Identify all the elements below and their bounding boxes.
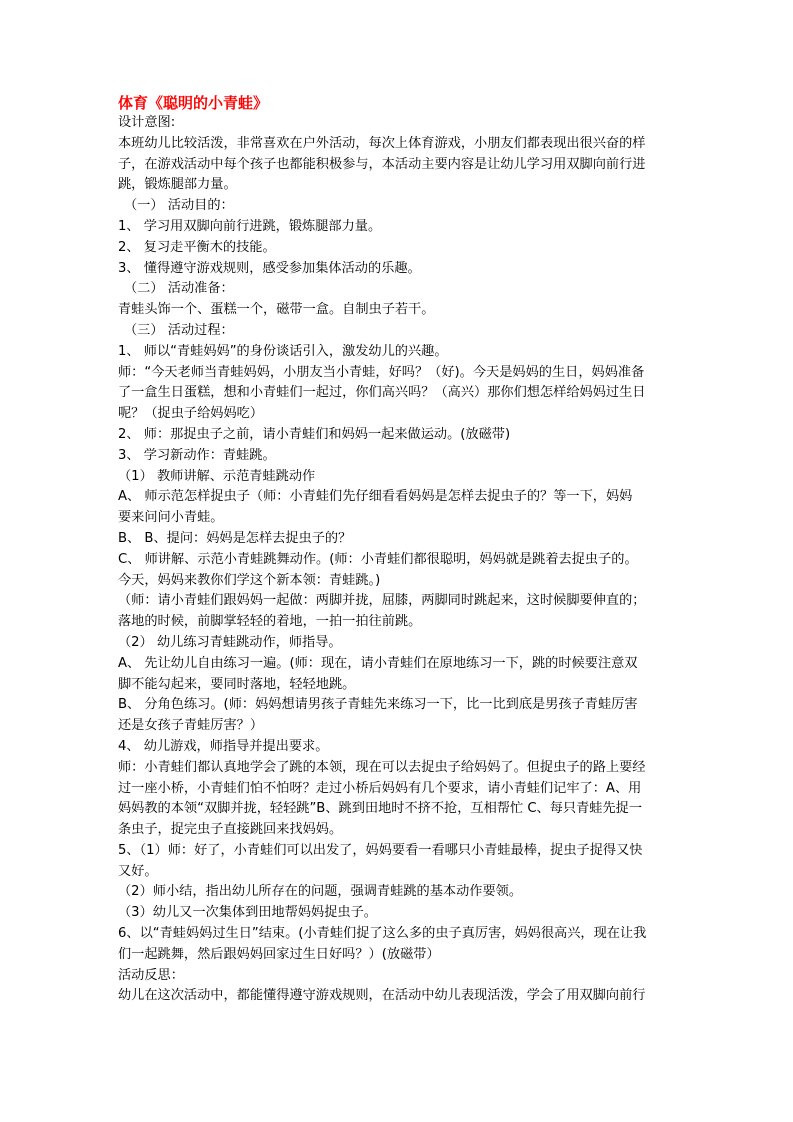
body-line: 妈妈教的本领“双脚并拢，轻轻跳”B、跳到田地时不挤不抢，互相帮忙 C、每只青蛙先捉一 bbox=[118, 801, 643, 817]
section-heading: （二） 活动准备： bbox=[124, 281, 234, 297]
body-line: C、 师讲解、示范小青蛙跳舞动作。(师：小青蛙们都很聪明，妈妈就是跳着去捉虫子的。 bbox=[118, 551, 638, 567]
section-heading: （三） 活动过程： bbox=[124, 322, 234, 338]
body-line: 呢？（捉虫子给妈妈吃） bbox=[118, 406, 264, 422]
body-line: 要来问问小青蛙。 bbox=[118, 510, 224, 526]
body-line: B、 B、提问：妈妈是怎样去捉虫子的？ bbox=[118, 530, 352, 546]
document-body bbox=[118, 113, 684, 1007]
body-line: 跳，锻炼腿部力量。 bbox=[118, 177, 237, 193]
body-line: 条虫子，捉完虫子直接跳回来找妈妈。 bbox=[118, 822, 343, 838]
body-line: 1、 学习用双脚向前行进跳，锻炼腿部力量。 bbox=[118, 218, 382, 234]
body-line: 青蛙头饰一个、蛋糕一个，磁带一盒。自制虫子若干。 bbox=[118, 302, 435, 318]
body-line: 师：小青蛙们都认真地学会了跳的本领，现在可以去捉虫子给妈妈了。但捉虫子的路上要经 bbox=[118, 759, 646, 775]
body-line: 子，在游戏活动中每个孩子也都能积极参与，本活动主要内容是让幼儿学习用双脚向前行进 bbox=[118, 156, 646, 172]
body-line: （2） 幼儿练习青蛙跳动作，师指导。 bbox=[118, 634, 342, 650]
body-line: A、 师示范怎样捉虫子（师：小青蛙们先仔细看看妈妈是怎样去捉虫子的？等一下，妈妈 bbox=[118, 489, 633, 505]
body-line: 今天，妈妈来教你们学这个新本领：青蛙跳。) bbox=[118, 572, 381, 588]
document-title: 体育《聪明的小青蛙》 bbox=[118, 94, 269, 112]
body-line: 6、以“青蛙妈妈过生日”结束。(小青蛙们捉了这么多的虫子真厉害，妈妈很高兴，现在让我 bbox=[118, 926, 647, 942]
body-line: 1、 师以“青蛙妈妈”的身份谈话引入，激发幼儿的兴趣。 bbox=[118, 343, 448, 359]
body-line: 3、 学习新动作：青蛙跳。 bbox=[118, 447, 276, 463]
body-line: B、 分角色练习。(师：妈妈想请男孩子青蛙先来练习一下，比一比到底是男孩子青蛙厉害 bbox=[118, 697, 638, 713]
body-line: 师：“今天老师当青蛙妈妈，小朋友当小青蛙，好吗？（好)。今天是妈妈的生日，妈妈准备 bbox=[118, 364, 645, 380]
body-line: 又好。 bbox=[118, 863, 158, 879]
body-line: A、 先让幼儿自由练习一遍。(师：现在，请小青蛙们在原地练习一下，跳的时候要注意双 bbox=[118, 655, 638, 671]
document-page bbox=[118, 93, 684, 1007]
body-line: 还是女孩子青蛙厉害？） bbox=[118, 718, 264, 734]
body-line: 4、 幼儿游戏，师指导并提出要求。 bbox=[118, 738, 329, 754]
body-line: 2、 复习走平衡木的技能。 bbox=[118, 239, 276, 255]
body-line: （1） 教师讲解、示范青蛙跳动作 bbox=[118, 468, 316, 484]
body-line: 活动反思： bbox=[118, 967, 184, 983]
section-heading: （一） 活动目的： bbox=[124, 198, 234, 214]
body-line: 3、 懂得遵守游戏规则，感受参加集体活动的乐趣。 bbox=[118, 260, 421, 276]
body-line: 过一座小桥，小青蛙们怕不怕呀？走过小桥后妈妈有几个要求，请小青蛙们记牢了：A、用 bbox=[118, 780, 642, 796]
body-line: 了一盒生日蛋糕，想和小青蛙们一起过，你们高兴吗？（高兴）那你们想怎样给妈妈过生日 bbox=[118, 385, 646, 401]
body-line: （3）幼儿又一次集体到田地帮妈妈捉虫子。 bbox=[118, 905, 377, 921]
body-line: 5、（1）师：好了，小青蛙们可以出发了，妈妈要看一看哪只小青蛙最棒，捉虫子捉得又快 bbox=[118, 842, 643, 858]
body-line: 脚不能勾起来，要同时落地，轻轻地跳。 bbox=[118, 676, 356, 692]
body-line: 幼儿在这次活动中，都能懂得遵守游戏规则，在活动中幼儿表现活泼，学会了用双脚向前行 bbox=[118, 988, 646, 1004]
body-line: 落地的时候，前脚掌轻轻的着地，一拍一拍往前跳。 bbox=[118, 614, 422, 630]
body-line: （师：请小青蛙们跟妈妈一起做：两脚并拢，屈膝，两脚同时跳起来，这时候脚要伸直的； bbox=[118, 593, 646, 609]
body-line: 2、 师：那捉虫子之前，请小青蛙们和妈妈一起来做运动。(放磁带) bbox=[118, 426, 511, 442]
body-line: （2）师小结，指出幼儿所存在的问题，强调青蛙跳的基本动作要领。 bbox=[118, 884, 523, 900]
body-line: 本班幼儿比较活泼，非常喜欢在户外活动，每次上体育游戏，小朋友们都表现出很兴奋的样 bbox=[118, 135, 646, 151]
body-line: 设计意图: bbox=[118, 115, 176, 130]
body-line: 们一起跳舞，然后跟妈妈回家过生日好吗？）(放磁带） bbox=[118, 946, 440, 962]
